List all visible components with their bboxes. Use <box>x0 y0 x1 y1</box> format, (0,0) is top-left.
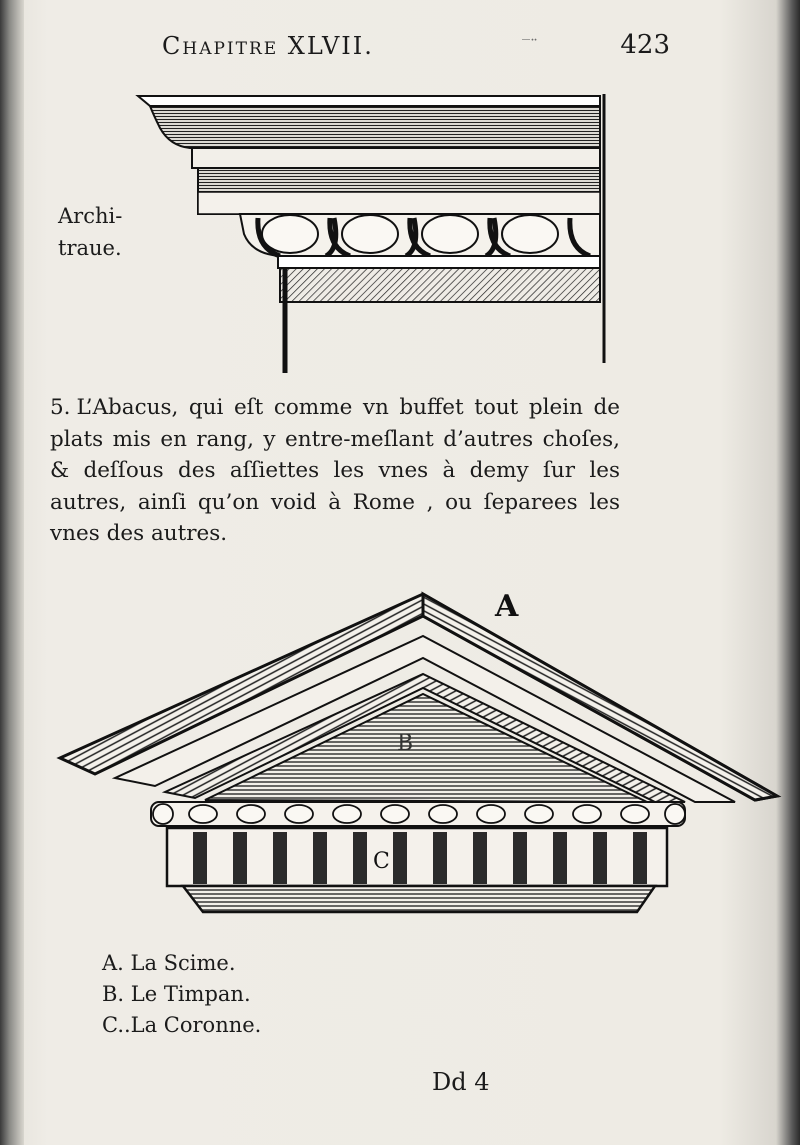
architrave-label <box>58 200 148 264</box>
figure-legend <box>102 948 261 1041</box>
paragraph-text: L’Abacus, qui eſt comme vn buffet tout plein de plats mis en rang, y entre-meſlant d’autres choſes, & deſſous des aſſiettes les vnes à demy ſur les autres, ainſi qu’on void à Rome , ou ſeparees les vnes des autres. <box>50 395 620 546</box>
architrave-illustration <box>130 88 620 378</box>
architrave-label-line2: traue. <box>58 236 122 260</box>
header-ornament: ‾¨ <box>522 36 538 55</box>
legend-item: C..La Coronne. <box>102 1013 262 1037</box>
architrave-label-line1: Archi- <box>58 204 123 228</box>
pediment-label-c: C <box>373 849 390 874</box>
pediment-illustration <box>55 588 785 918</box>
pediment-label-b: B <box>397 731 414 756</box>
running-title: Chapitre XLVII. <box>162 32 374 60</box>
page-gutter-shadow <box>0 0 24 1145</box>
page-number: 423 <box>620 30 670 60</box>
pediment-label-a: A <box>495 589 519 624</box>
body-paragraph <box>50 392 620 550</box>
paragraph-number: 5. <box>50 395 71 420</box>
legend-item: A. La Scime. <box>102 951 236 975</box>
signature-mark: Dd 4 <box>432 1068 490 1096</box>
page-header <box>150 24 710 74</box>
legend-item: B. Le Timpan. <box>102 982 251 1006</box>
